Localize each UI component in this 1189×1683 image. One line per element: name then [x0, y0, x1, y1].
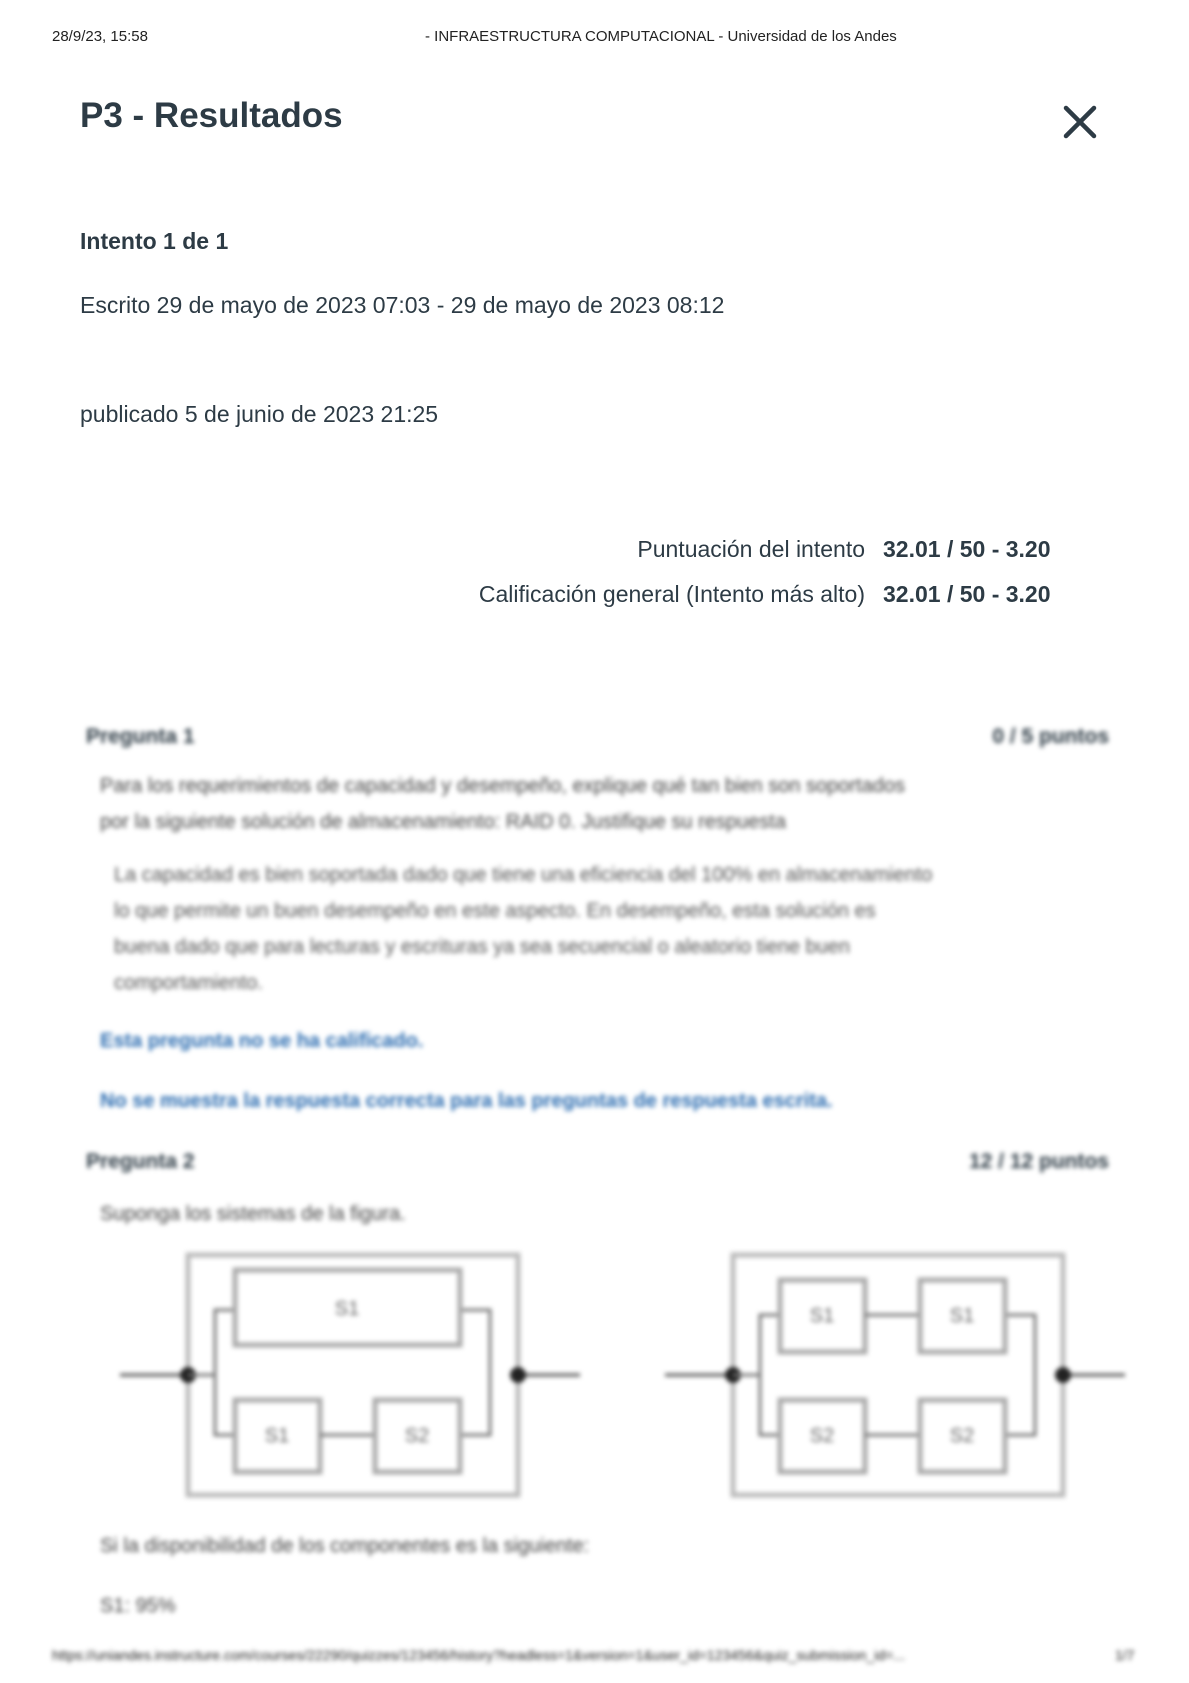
overall-grade-label: Calificación general (Intento más alto)	[478, 581, 865, 607]
footer-url: https://uniandes.instructure.com/courses/22290/quizzes/123456/history?headless=1&version=1&user_id=123456&quiz_submission_id=...	[52, 1647, 905, 1663]
component-label: S1	[264, 1425, 290, 1447]
answer-line: buena dado que para lecturas y escrituras ya sea secuencial o aleatorio tiene buen	[114, 936, 851, 958]
published-date: publicado 5 de junio de 2023 21:25	[80, 401, 439, 427]
attempt-score-value: 32.01 / 50 - 3.20	[883, 536, 1051, 562]
component-label: S1	[334, 1298, 360, 1320]
print-title: - INFRAESTRUCTURA COMPUTACIONAL - Universidad de los Andes	[425, 28, 897, 45]
question-1-text-line: por la siguiente solución de almacenamiento: RAID 0. Justifique su respuesta	[100, 811, 786, 833]
attempt-heading: Intento 1 de 1	[80, 228, 229, 254]
ungraded-notice: Esta pregunta no se ha calificado.	[100, 1030, 424, 1052]
attempt-score-label: Puntuación del intento	[637, 536, 865, 562]
close-button[interactable]	[1060, 102, 1100, 142]
page-title: P3 - Resultados	[80, 96, 343, 135]
question-1-answer	[114, 857, 1104, 1001]
question-2-points: 12 / 12 puntos	[968, 1150, 1109, 1173]
close-icon	[1060, 102, 1100, 142]
component-label: S1	[949, 1305, 975, 1327]
print-date: 28/9/23, 15:58	[52, 28, 148, 45]
question-2-text: Suponga los sistemas de la figura.	[100, 1203, 406, 1225]
question-2-availability-value: S1: 95%	[100, 1595, 176, 1617]
question-1-text-line: Para los requerimientos de capacidad y desempeño, explique qué tan bien son soportados	[100, 775, 905, 797]
attempt-score-row	[637, 536, 1069, 563]
component-label: S2	[809, 1425, 835, 1447]
written-dates: Escrito 29 de mayo de 2023 07:03 - 29 de mayo de 2023 08:12	[80, 292, 725, 318]
question-1-heading: Pregunta 1	[86, 725, 195, 748]
question-2-availability-text: Si la disponibilidad de los componentes es la siguiente:	[100, 1535, 590, 1557]
question-1-points: 0 / 5 puntos	[992, 725, 1109, 748]
component-label: S1	[809, 1305, 835, 1327]
no-correct-answer-notice: No se muestra la respuesta correcta para las preguntas de respuesta escrita.	[100, 1090, 833, 1112]
footer-page-number: 1/7	[1115, 1647, 1135, 1663]
component-label: S2	[949, 1425, 975, 1447]
answer-line: comportamiento.	[114, 972, 263, 994]
answer-line: La capacidad es bien soportada dado que tiene una eficiencia del 100% en almacenamiento	[114, 864, 933, 886]
question-2-heading: Pregunta 2	[86, 1150, 195, 1173]
overall-grade-value: 32.01 / 50 - 3.20	[883, 581, 1051, 607]
component-label: S2	[404, 1425, 430, 1447]
answer-line: lo que permite un buen desempeño en este aspecto. En desempeño, esta solución es	[114, 900, 876, 922]
overall-grade-row	[479, 581, 1069, 608]
system-diagram-right	[660, 1250, 1130, 1500]
system-diagram-left	[115, 1250, 585, 1500]
question-1-text	[100, 768, 1090, 840]
